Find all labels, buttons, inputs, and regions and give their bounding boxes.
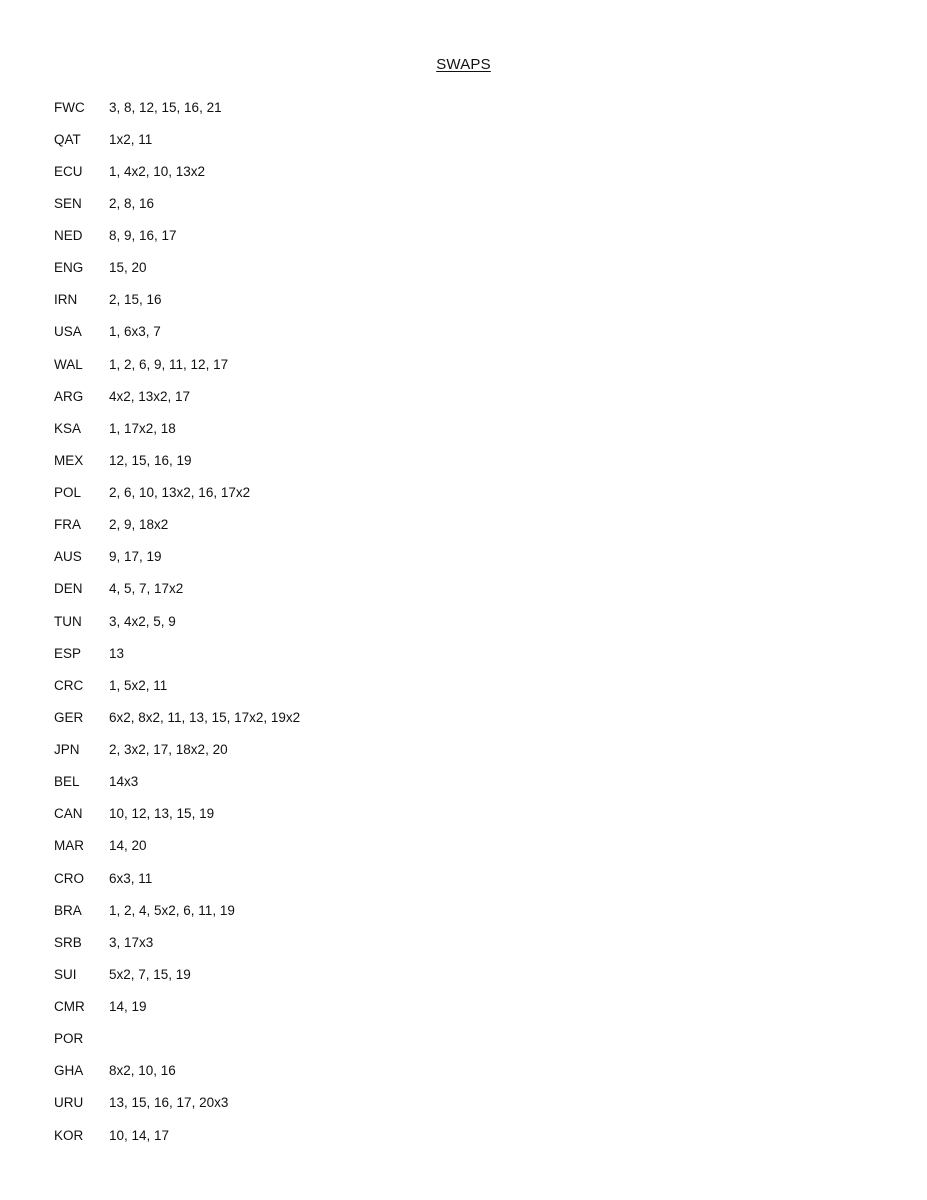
swap-list — [54, 91, 854, 1151]
team-code: CMR — [54, 999, 85, 1015]
team-code: DEN — [54, 581, 83, 597]
team-code: BEL — [54, 774, 80, 790]
list-item — [54, 541, 854, 573]
team-code: ENG — [54, 260, 84, 276]
swap-numbers: 3, 4x2, 5, 9 — [109, 613, 176, 629]
list-item — [54, 894, 854, 926]
team-code: AUS — [54, 549, 82, 565]
team-code: ECU — [54, 163, 83, 179]
swap-numbers: 3, 8, 12, 15, 16, 21 — [109, 99, 222, 115]
swap-numbers: 14x3 — [109, 774, 139, 790]
list-item — [54, 1055, 854, 1087]
team-code: SEN — [54, 195, 82, 211]
team-code: ARG — [54, 388, 84, 404]
team-code: CAN — [54, 806, 83, 822]
swap-numbers: 1, 6x3, 7 — [109, 324, 161, 340]
team-code: IRN — [54, 292, 78, 308]
list-item — [54, 477, 854, 509]
list-item — [54, 926, 854, 958]
list-item — [54, 637, 854, 669]
list-item — [54, 316, 854, 348]
team-code: MEX — [54, 452, 84, 468]
team-code: SUI — [54, 966, 77, 982]
list-item — [54, 348, 854, 380]
swap-numbers: 1, 5x2, 11 — [109, 677, 168, 693]
team-code: CRO — [54, 870, 84, 886]
swap-numbers: 5x2, 7, 15, 19 — [109, 966, 191, 982]
team-code: QAT — [54, 131, 81, 147]
list-item — [54, 284, 854, 316]
swap-numbers: 1, 2, 4, 5x2, 6, 11, 19 — [109, 902, 235, 918]
list-item — [54, 252, 854, 284]
swap-numbers: 2, 3x2, 17, 18x2, 20 — [109, 742, 228, 758]
list-item — [54, 509, 854, 541]
list-item — [54, 798, 854, 830]
list-item — [54, 830, 854, 862]
list-item — [54, 412, 854, 444]
team-code: TUN — [54, 613, 82, 629]
swap-numbers: 6x2, 8x2, 11, 13, 15, 17x2, 19x2 — [109, 709, 301, 725]
swap-numbers: 8, 9, 16, 17 — [109, 228, 177, 244]
swap-numbers: 2, 8, 16 — [109, 195, 155, 211]
team-code: KSA — [54, 420, 82, 436]
team-code: SRB — [54, 934, 82, 950]
list-item — [54, 701, 854, 733]
swap-numbers: 8x2, 10, 16 — [109, 1063, 176, 1079]
swap-numbers: 13 — [109, 645, 125, 661]
team-code: JPN — [54, 742, 80, 758]
list-item — [54, 1023, 854, 1055]
team-code: GHA — [54, 1063, 84, 1079]
list-item — [54, 605, 854, 637]
list-item — [54, 991, 854, 1023]
team-code: FWC — [54, 99, 85, 115]
list-item — [54, 187, 854, 219]
swap-numbers: 1, 4x2, 10, 13x2 — [109, 163, 206, 179]
team-code: KOR — [54, 1127, 84, 1143]
swap-numbers: 4, 5, 7, 17x2 — [109, 581, 184, 597]
swap-numbers: 9, 17, 19 — [109, 549, 162, 565]
list-item — [54, 862, 854, 894]
list-item — [54, 123, 854, 155]
swap-numbers: 14, 20 — [109, 838, 147, 854]
swap-numbers: 10, 12, 13, 15, 19 — [109, 806, 215, 822]
swap-numbers: 2, 6, 10, 13x2, 16, 17x2 — [109, 485, 251, 501]
swap-numbers: 15, 20 — [109, 260, 147, 276]
team-code: ESP — [54, 645, 82, 661]
swap-numbers: 3, 17x3 — [109, 934, 154, 950]
team-code: USA — [54, 324, 82, 340]
swap-numbers: 10, 14, 17 — [109, 1127, 170, 1143]
team-code: URU — [54, 1095, 84, 1111]
team-code: GER — [54, 709, 84, 725]
page-title: SWAPS — [436, 56, 491, 73]
list-item — [54, 958, 854, 990]
team-code: POR — [54, 1031, 84, 1047]
team-code: NED — [54, 228, 83, 244]
swap-numbers: 2, 9, 18x2 — [109, 517, 169, 533]
swap-numbers: 6x3, 11 — [109, 870, 153, 886]
list-item — [54, 734, 854, 766]
swap-numbers: 14, 19 — [109, 999, 147, 1015]
team-code: POL — [54, 485, 82, 501]
swap-numbers: 12, 15, 16, 19 — [109, 452, 192, 468]
list-item — [54, 444, 854, 476]
swap-numbers: 1, 2, 6, 9, 11, 12, 17 — [109, 356, 229, 372]
swap-numbers: 4x2, 13x2, 17 — [109, 388, 191, 404]
list-item — [54, 1119, 854, 1151]
list-item — [54, 669, 854, 701]
swap-numbers: 1, 17x2, 18 — [109, 420, 176, 436]
team-code: BRA — [54, 902, 82, 918]
team-code: FRA — [54, 517, 81, 533]
list-item — [54, 573, 854, 605]
list-item — [54, 766, 854, 798]
list-item — [54, 1087, 854, 1119]
list-item — [54, 155, 854, 187]
team-code: MAR — [54, 838, 84, 854]
team-code: WAL — [54, 356, 83, 372]
swap-numbers: 13, 15, 16, 17, 20x3 — [109, 1095, 229, 1111]
team-code: CRC — [54, 677, 84, 693]
swap-numbers: 1x2, 11 — [109, 131, 153, 147]
list-item — [54, 220, 854, 252]
swap-numbers: 2, 15, 16 — [109, 292, 162, 308]
list-item — [54, 380, 854, 412]
list-item — [54, 91, 854, 123]
